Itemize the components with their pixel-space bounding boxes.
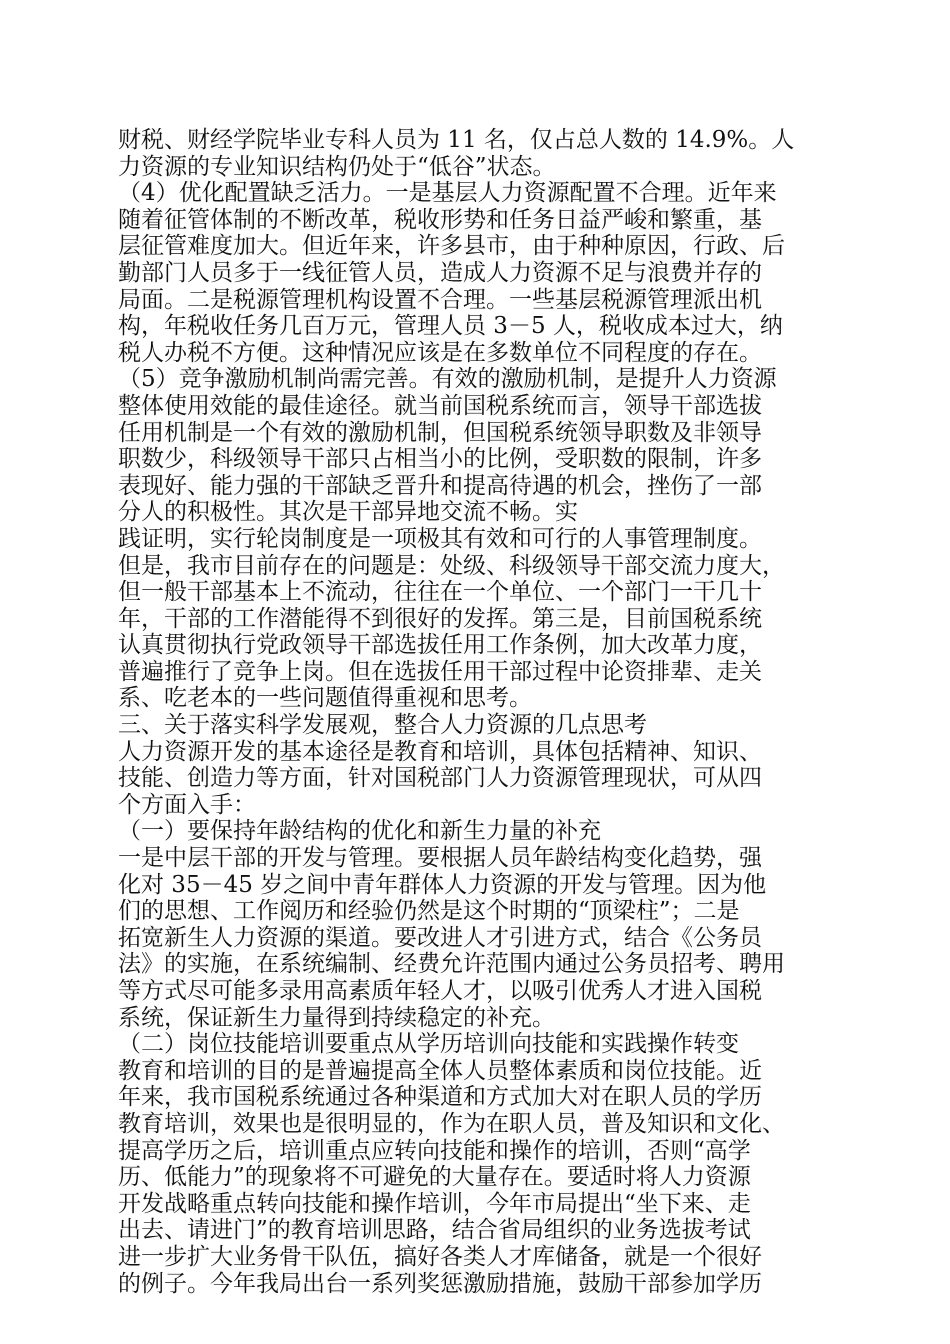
text-line: （4）优化配置缺乏活力。一是基层人力资源配置不合理。近年来: [118, 180, 777, 207]
text-line: 构，年税收任务几百万元，管理人员 3－5 人，税收成本过大，纳: [118, 313, 783, 340]
text-line: 认真贯彻执行党政领导干部选拔任用工作条例，加大改革力度，: [118, 632, 762, 659]
text-line: 化对 35－45 岁之间中青年群体人力资源的开发与管理。因为他: [118, 871, 767, 898]
text-line: 税人办税不方便。这种情况应该是在多数单位不同程度的存在。: [118, 339, 762, 366]
text-line: 系、吃老本的一些问题值得重视和思考。: [118, 685, 532, 712]
text-line: 任用机制是一个有效的激励机制，但国税系统领导职数及非领导: [118, 419, 762, 446]
text-line: 进一步扩大业务骨干队伍，搞好各类人才库储备，就是一个很好: [118, 1243, 762, 1270]
text-line: （二）岗位技能培训要重点从学历培训向技能和实践操作转变: [118, 1031, 739, 1058]
text-line: 但是，我市目前存在的问题是：处级、科级领导干部交流力度大，: [118, 552, 785, 579]
text-line: 们的思想、工作阅历和经验仍然是这个时期的“顶梁柱”；二是: [118, 898, 740, 925]
text-line: 力资源的专业知识结构仍处于“低谷”状态。: [118, 153, 556, 180]
text-line: 局面。二是税源管理机构设置不合理。一些基层税源管理派出机: [118, 286, 762, 313]
text-line: 的例子。今年我局出台一系列奖惩激励措施，鼓励干部参加学历: [118, 1270, 762, 1297]
text-line: （5）竞争激励机制尚需完善。有效的激励机制，是提升人力资源: [118, 366, 777, 393]
text-line: 个方面入手：: [118, 791, 256, 818]
text-line: 职数少，科级领导干部只占相当小的比例，受职数的限制，许多: [118, 446, 762, 473]
text-line: （一）要保持年龄结构的优化和新生力量的补充: [118, 818, 601, 845]
text-line: 教育和培训的目的是普遍提高全体人员整体素质和岗位技能。近: [118, 1057, 762, 1084]
text-line: 拓宽新生人力资源的渠道。要改进人才引进方式，结合《公务员: [118, 924, 762, 951]
text-line: 整体使用效能的最佳途径。就当前国税系统而言，领导干部选拔: [118, 392, 762, 419]
text-line: 普遍推行了竞争上岗。但在选拔任用干部过程中论资排辈、走关: [118, 658, 762, 685]
text-line: 技能、创造力等方面，针对国税部门人力资源管理现状，可从四: [118, 765, 762, 792]
text-line: 出去、请进门”的教育培训思路，结合省局组织的业务选拔考试: [118, 1217, 751, 1244]
text-line: 三、关于落实科学发展观，整合人力资源的几点思考: [118, 712, 647, 739]
text-line: 随着征管体制的不断改革，税收形势和任务日益严峻和繁重，基: [118, 206, 762, 233]
text-line: 表现好、能力强的干部缺乏晋升和提高待遇的机会，挫伤了一部: [118, 472, 762, 499]
text-line: 教育培训，效果也是很明显的，作为在职人员，普及知识和文化、: [118, 1110, 785, 1137]
text-line: 一是中层干部的开发与管理。要根据人员年龄结构变化趋势，强: [118, 845, 762, 872]
text-line: 开发战略重点转向技能和操作培训，今年市局提出“坐下来、走: [118, 1190, 751, 1217]
text-line: 但一般干部基本上不流动，往往在一个单位、一个部门一干几十: [118, 579, 762, 606]
text-line: 历、低能力”的现象将不可避免的大量存在。要适时将人力资源: [118, 1164, 751, 1191]
text-line: 系统，保证新生力量得到持续稳定的补充。: [118, 1004, 555, 1031]
text-line: 人力资源开发的基本途径是教育和培训，具体包括精神、知识、: [118, 738, 762, 765]
text-line: 年来，我市国税系统通过各种渠道和方式加大对在职人员的学历: [118, 1084, 762, 1111]
text-line: 财税、财经学院毕业专科人员为 11 名，仅占总人数的 14.9%。人: [118, 127, 795, 153]
text-line: 等方式尽可能多录用高素质年轻人才，以吸引优秀人才进入国税: [118, 978, 762, 1004]
text-line: 分人的积极性。其次是干部异地交流不畅。实: [118, 499, 578, 526]
text-line: 法》的实施，在系统编制、经费允许范围内通过公务员招考、聘用: [118, 951, 785, 978]
text-line: 层征管难度加大。但近年来，许多县市，由于种种原因，行政、后: [118, 233, 785, 260]
document-body: [118, 127, 818, 1297]
text-line: 践证明，实行轮岗制度是一项极其有效和可行的人事管理制度。: [118, 525, 762, 552]
text-line: 勤部门人员多于一线征管人员，造成人力资源不足与浪费并存的: [118, 259, 762, 286]
text-line: 提高学历之后，培训重点应转向技能和操作的培训，否则“高学: [118, 1137, 751, 1164]
text-line: 年，干部的工作潜能得不到很好的发挥。第三是，目前国税系统: [118, 605, 762, 632]
